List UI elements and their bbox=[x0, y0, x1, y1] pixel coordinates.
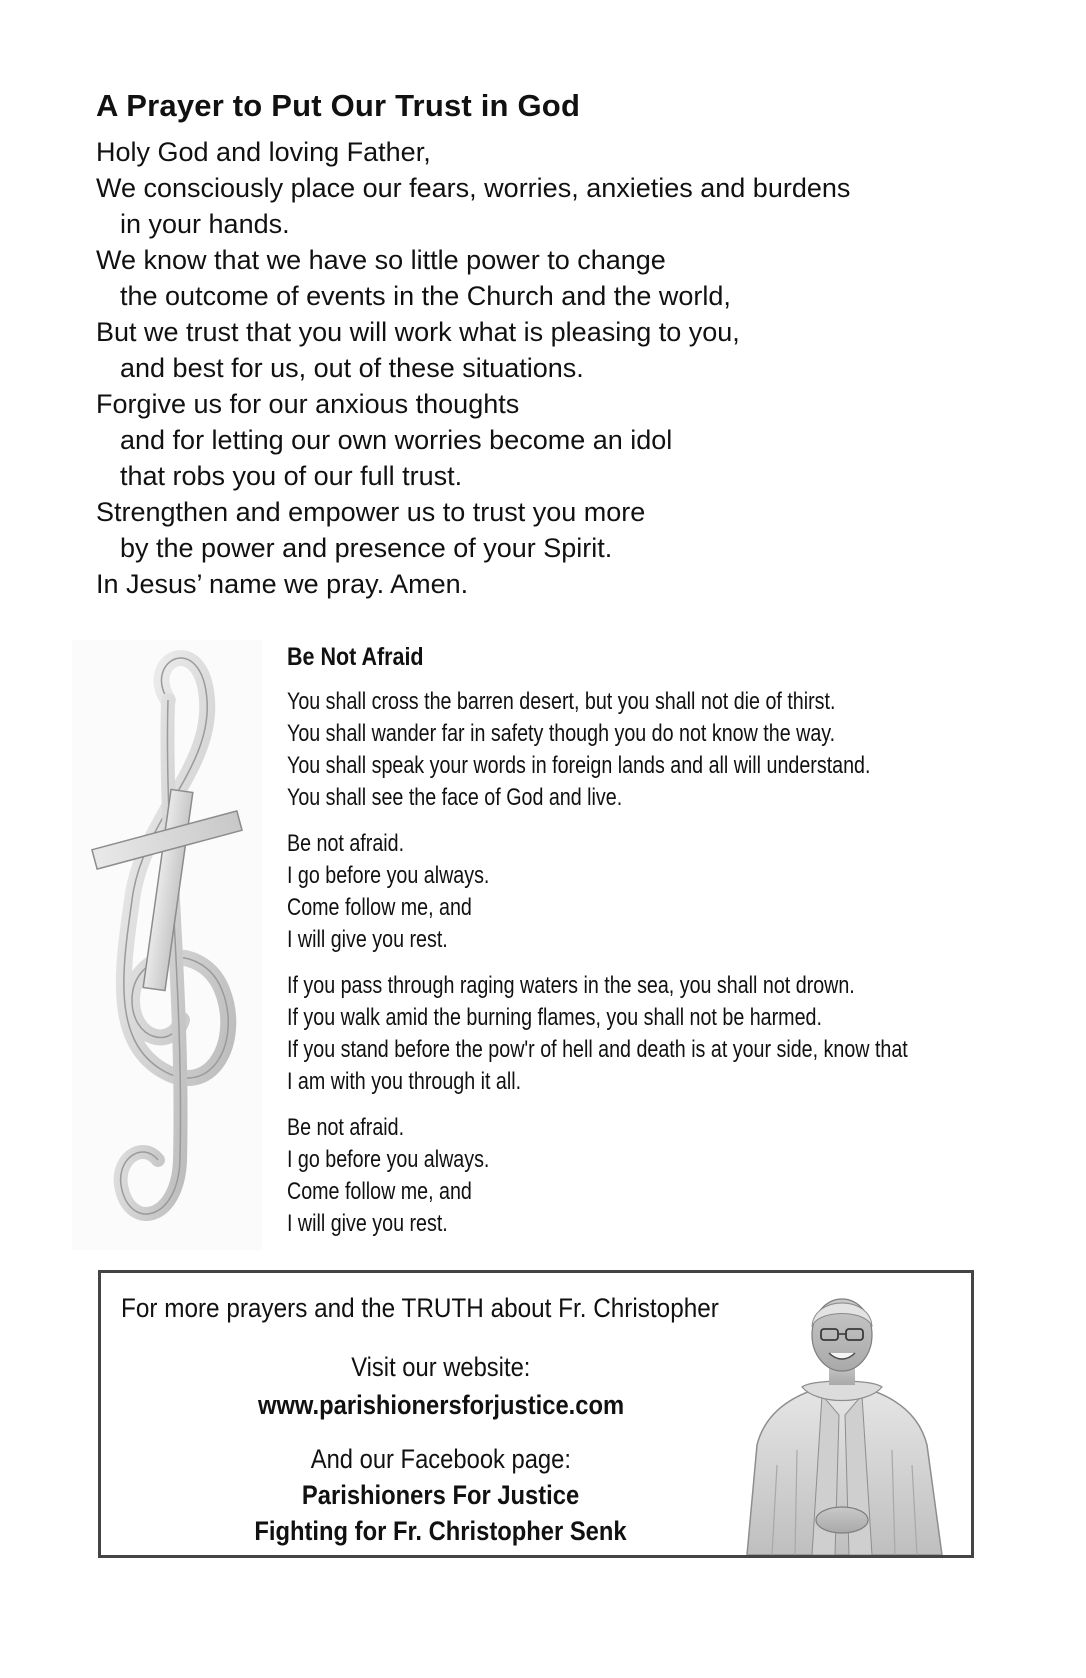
hymn-line: You shall wander far in safety though you do not know the way. bbox=[287, 720, 836, 747]
hymn-line: I will give you rest. bbox=[287, 1210, 448, 1237]
prayer-line: In Jesus’ name we pray. Amen. bbox=[96, 569, 469, 599]
prayer-line: But we trust that you will work what is pleasing to you, bbox=[96, 317, 740, 347]
website-label bbox=[101, 1349, 781, 1385]
website-label-text: Visit our website: bbox=[351, 1352, 531, 1382]
prayer-title: A Prayer to Put Our Trust in God bbox=[96, 88, 581, 123]
prayer-line: Forgive us for our anxious thoughts bbox=[96, 389, 520, 419]
facebook-page-subtitle bbox=[101, 1513, 781, 1549]
priest-portrait bbox=[717, 1275, 967, 1555]
hymn-line: You shall speak your words in foreign lands and all will understand. bbox=[287, 752, 871, 779]
prayer-line: by the power and presence of your Spirit. bbox=[120, 533, 613, 563]
prayer-line: Holy God and loving Father, bbox=[96, 137, 431, 167]
prayer-line: in your hands. bbox=[120, 209, 290, 239]
hymn-line: Be not afraid. bbox=[287, 1114, 405, 1141]
website-link[interactable] bbox=[101, 1387, 781, 1423]
hymn-line: I go before you always. bbox=[287, 862, 490, 889]
website-url[interactable]: www.parishionersforjustice.com bbox=[257, 1390, 625, 1420]
hymn-line: You shall see the face of God and live. bbox=[287, 784, 623, 811]
hymn-section bbox=[287, 640, 1007, 1254]
hymn-refrain bbox=[287, 1112, 1007, 1240]
promo-intro: For more prayers and the TRUTH about Fr. Christopher bbox=[121, 1293, 719, 1323]
hymn-line: If you walk amid the burning flames, you shall not be harmed. bbox=[287, 1004, 822, 1031]
facebook-label-text: And our Facebook page: bbox=[310, 1444, 572, 1474]
hymn-verse bbox=[287, 686, 1007, 814]
hymn-line: You shall cross the barren desert, but you shall not die of thirst. bbox=[287, 688, 836, 715]
facebook-subtitle: Fighting for Fr. Christopher Senk bbox=[254, 1516, 628, 1546]
hymn-line: Be not afraid. bbox=[287, 830, 405, 857]
prayer-line: and best for us, out of these situations. bbox=[120, 353, 584, 383]
prayer-lines bbox=[96, 134, 996, 602]
promo-box bbox=[98, 1270, 974, 1558]
prayer-line: Strengthen and empower us to trust you more bbox=[96, 497, 646, 527]
facebook-page-name[interactable] bbox=[101, 1477, 781, 1513]
prayer-line: that robs you of our full trust. bbox=[120, 461, 463, 491]
hymn-refrain bbox=[287, 828, 1007, 956]
prayer-line: We consciously place our fears, worries, anxieties and burdens bbox=[96, 173, 851, 203]
hymn-verse bbox=[287, 970, 1007, 1098]
hymn-title: Be Not Afraid bbox=[287, 643, 424, 671]
treble-clef-cross-icon bbox=[72, 640, 262, 1250]
facebook-label bbox=[101, 1441, 781, 1477]
facebook-name[interactable]: Parishioners For Justice bbox=[302, 1480, 580, 1510]
hymn-line: If you stand before the pow'r of hell and death is at your side, know that bbox=[287, 1036, 908, 1063]
prayer-section bbox=[96, 86, 996, 602]
hymn-line: I will give you rest. bbox=[287, 926, 448, 953]
hymn-line: Come follow me, and bbox=[287, 894, 472, 921]
prayer-line: We know that we have so little power to change bbox=[96, 245, 666, 275]
hymn-line: Come follow me, and bbox=[287, 1178, 472, 1205]
prayer-line: and for letting our own worries become an idol bbox=[120, 425, 673, 455]
prayer-line: the outcome of events in the Church and the world, bbox=[120, 281, 731, 311]
hymn-line: I go before you always. bbox=[287, 1146, 490, 1173]
hymn-line: I am with you through it all. bbox=[287, 1068, 522, 1095]
hymn-line: If you pass through raging waters in the sea, you shall not drown. bbox=[287, 972, 855, 999]
